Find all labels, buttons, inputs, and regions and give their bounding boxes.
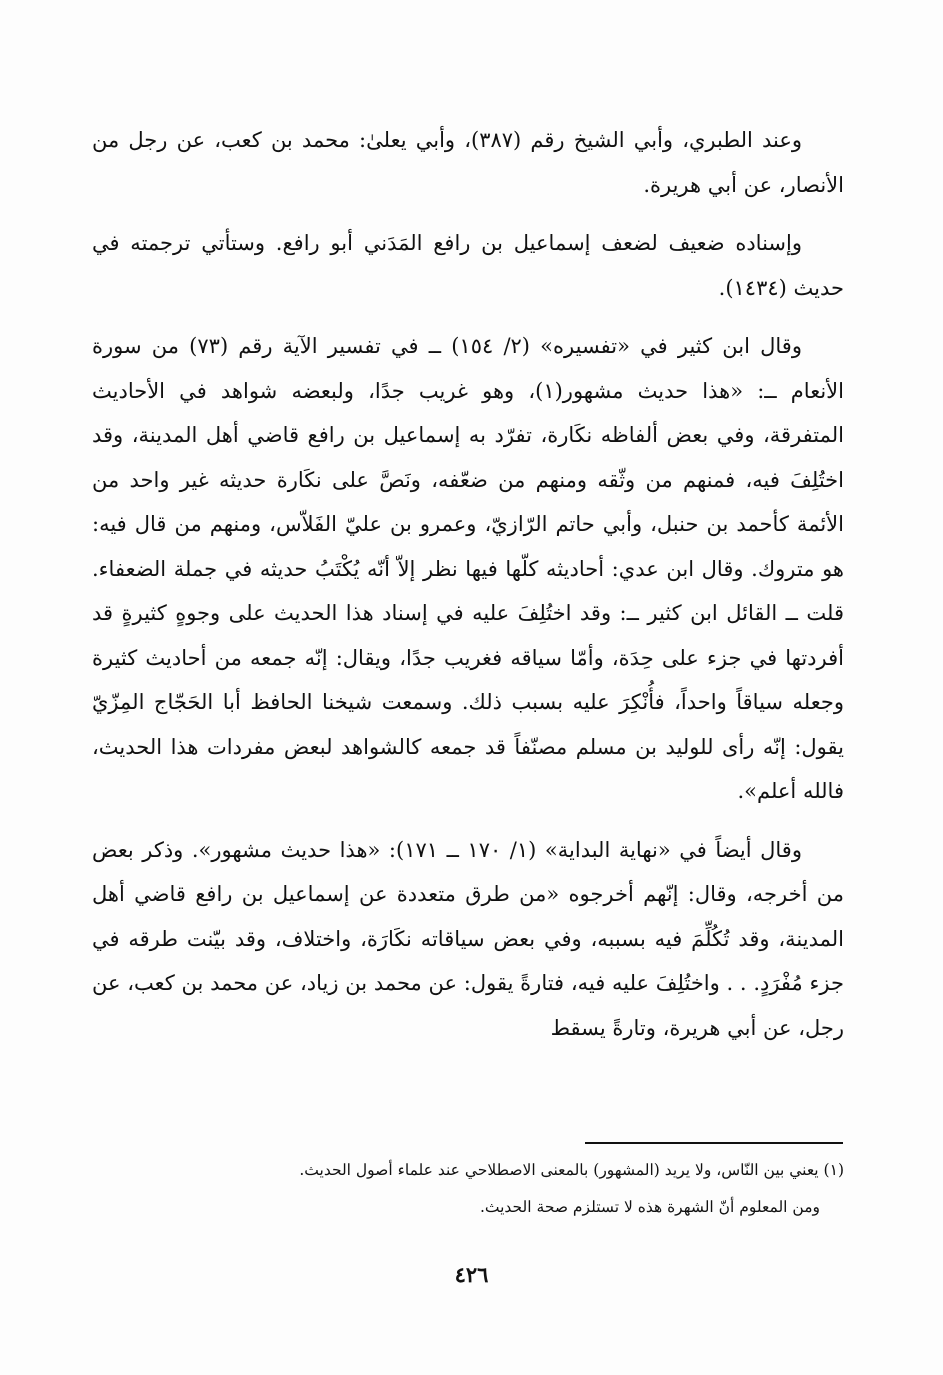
footnote-separator <box>585 1142 843 1144</box>
paragraph-1: وعند الطبري، وأبي الشيخ رقم (٣٨٧)، وأبي يعلىٰ: محمد بن كعب، عن رجل من الأنصار، عن أبي هريرة. <box>92 128 844 197</box>
footnote-line-2: ومن المعلوم أنّ الشهرة هذه لا تستلزم صحة الحديث. <box>479 1198 820 1216</box>
footnote-line-1: (١) يعني بين النّاس، ولا يريد (المشهور) بالمعنى الاصطلاحي عند علماء أصول الحديث. <box>299 1161 844 1179</box>
page-number: ٤٢٦ <box>454 1262 489 1287</box>
paragraph-3: وقال ابن كثير في «تفسيره» (٢/ ١٥٤) ــ في تفسير الآية رقم (٧٣) من سورة الأنعام ــ: «هذا حديث مشهور(١)، وهو غريب جدًا، ولبعضه شواهد في الأحاديث المتفرقة، وفي بعض ألفاظه نكَارة، تفرّد به إسماعيل بن رافع قاضي أهل المدينة، وقد اختُلِفَ فيه، فمنهم من وثّقه ومنهم من ضعّفه، ونَصَّ على نكَارة حديثه غير واحد من الأئمة كأحمد بن حنبل، وأبي حاتم الرّازيّ، وعمرو بن عليّ الفَلاّس، ومنهم من قال فيه: هو متروك. وقال ابن عدي: أحاديثه كلّها فيها نظر إلاّ أنّه يُكْتَبُ حديثه في جملة الضعفاء. قلت ــ القائل ابن كثير ــ: وقد اختُلِفَ عليه في إسناد هذا الحديث على وجوهٍ كثيرةٍ قد أفردتها في جزء على حِدَة، وأمّا سياقه فغريب جدًا، ويقال: إنّه جمعه من أحاديث كثيرة وجعله سياقاً واحداً، فأُنْكِرَ عليه بسبب ذلك. وسمعت شيخنا الحافظ أبا الحَجّاج المِزّيّ يقول: إنّه رأى للوليد بن مسلم مصنّفاً قد جمعه كالشواهد لبعض مفردات هذا الحديث، فالله أعلم». <box>92 334 844 803</box>
main-text <box>92 118 844 1050</box>
paragraph-4: وقال أيضاً في «نهاية البداية» (١/ ١٧٠ ــ ١٧١): «هذا حديث مشهور». وذكر بعض من أخرجه، وقال: إنّهم أخرجوه «من طرق متعددة عن إسماعيل بن رافع قاضي أهل المدينة، وقد تُكُلِّمَ فيه بسببه، وفي بعض سياقاته نكَارَة، واختلاف، وقد بيّنت طرقه في جزء مُفْرَدٍ. . . واختُلِفَ عليه فيه، فتارةً يقول: عن محمد بن زياد، عن محمد بن كعب، عن رجل، عن أبي هريرة، وتارةً يسقط <box>92 837 844 1040</box>
paragraph-2: وإسناده ضعيف لضعف إسماعيل بن رافع المَدَني أبو رافع. وستأتي ترجمته في حديث (١٤٣٤). <box>92 231 844 300</box>
footnote <box>92 1152 844 1226</box>
